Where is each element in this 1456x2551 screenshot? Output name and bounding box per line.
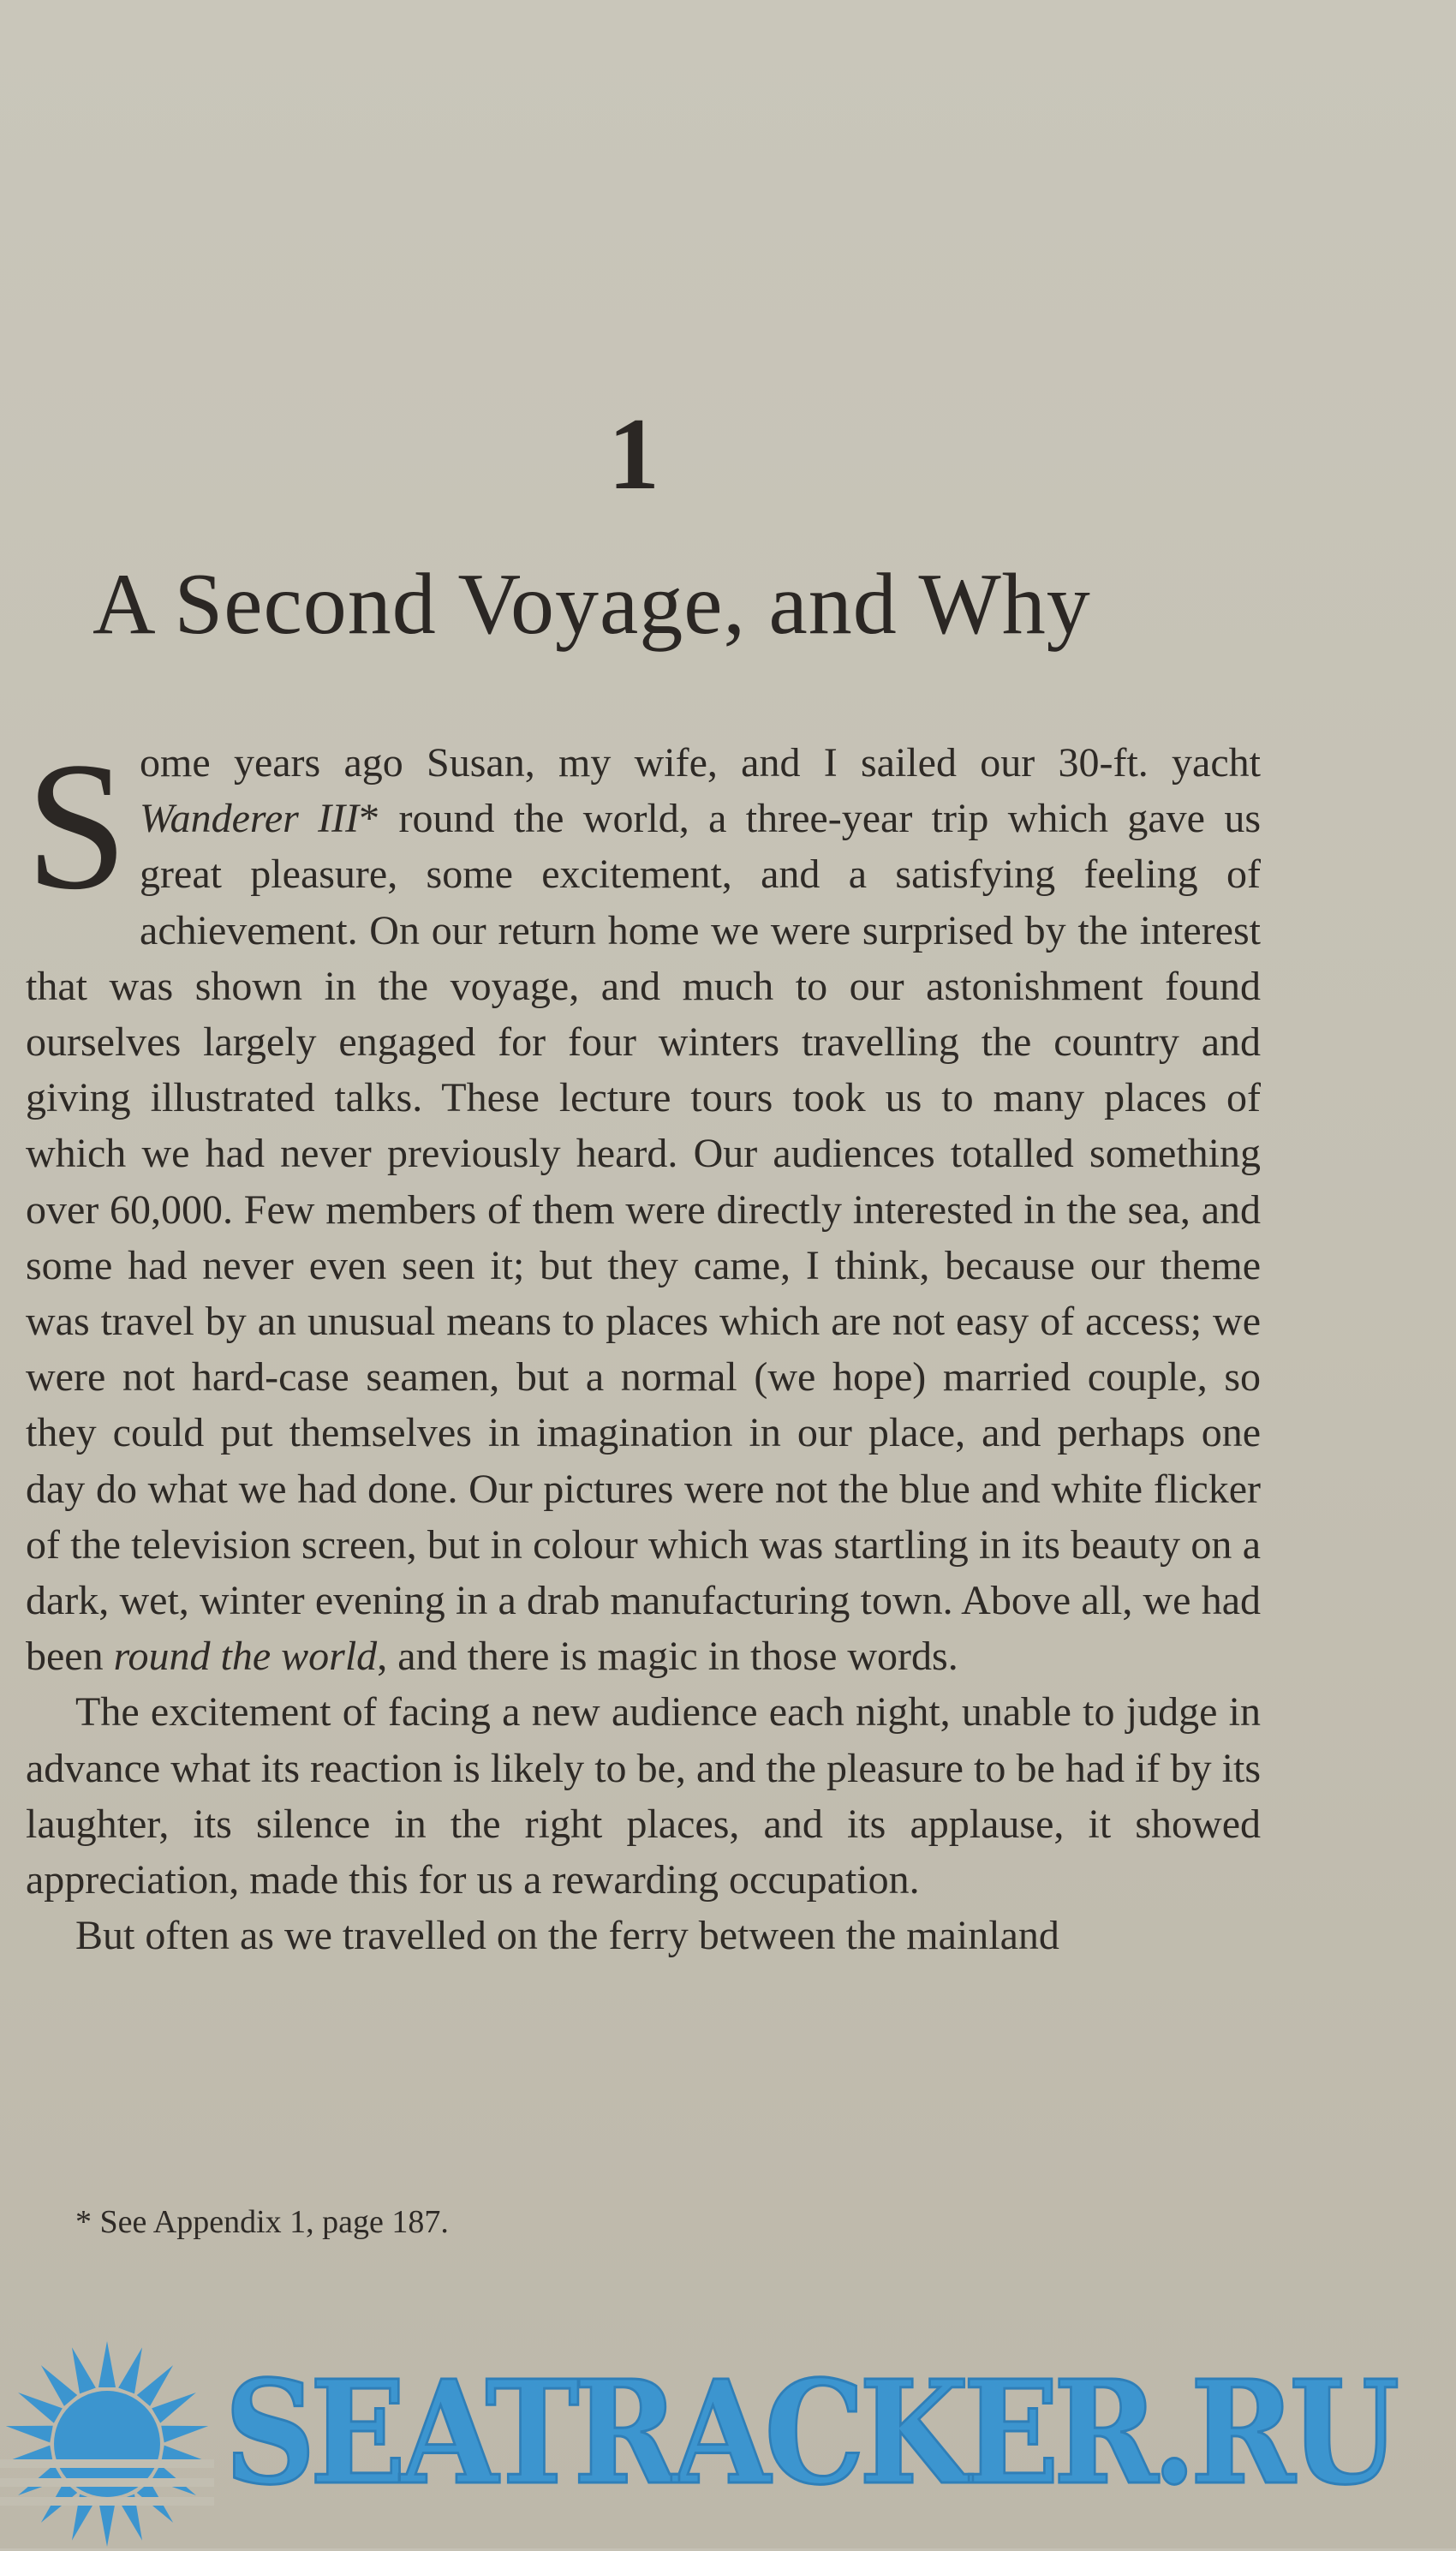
chapter-number: 1 <box>608 397 659 511</box>
p1-text-b: * round the world, a three-year trip which gave us great pleasure, some excitement, and a satisfying feeling of achievement. On our return home we were surprised by the interest that was shown in the voyage, and much to our astonishment found ourselves largely engaged for four winters travelling the country and giving illustrated talks. These lecture tours took us to many places of which we had never previously heard. Our audiences totalled something over 60,000. Few members of them were directly interested in the sea, and some had never even seen it; but they came, I think, because our theme was travel by an unusual means to places which are not easy of access; we were not hard-case seamen, but a normal (we hope) married couple, so they could put themselves in imagination in our place, and perhaps one day do what we had done. Our pictures were not the blue and white flicker of the television screen, but in colour which was startling in its beauty on a dark, wet, winter evening in a drab manufacturing town. Above all, we had been <box>26 796 1262 1680</box>
footnote: * See Appendix 1, page 187. <box>75 2204 449 2240</box>
paragraph-3: But often as we travelled on the ferry between the mainland <box>75 1913 1059 1959</box>
paragraph-2: The excitement of facing a new audience each night, unable to judge in advance what its reaction is likely to be, and the pleasure to be had if by its laughter, its silence in the right places, and its applause, it showed appreciation, made this for us a rewarding occupation. <box>26 1689 1261 1903</box>
chapter-title: A Second Voyage, and Why <box>92 556 1091 653</box>
yacht-name: Wanderer III <box>140 796 360 842</box>
paragraph-1 <box>26 725 1262 1684</box>
watermark-text: SEATRACKER.RU <box>224 2350 1394 2517</box>
p1-text-a: ome years ago Susan, my wife, and I sailed our 30-ft. yacht <box>140 740 1261 786</box>
sun-icon <box>0 2337 214 2551</box>
watermark <box>0 2337 1456 2548</box>
p1-italic-phrase: round the world <box>113 1634 378 1680</box>
p1-text-c: , and there is magic in those words. <box>377 1634 958 1680</box>
drop-cap: S <box>26 725 128 928</box>
body-text <box>26 725 1262 1963</box>
